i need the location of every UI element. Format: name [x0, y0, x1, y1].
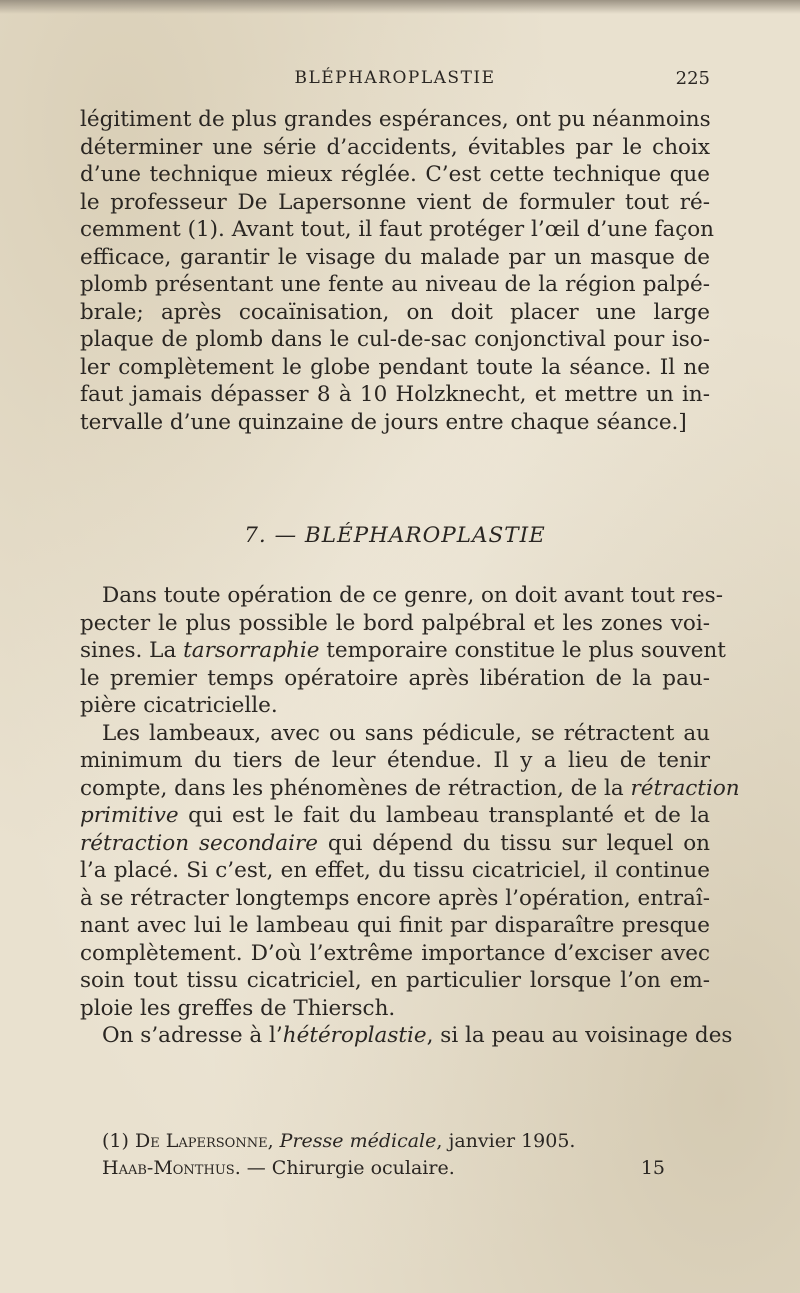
- text-line: minimum du tiers de leur étendue. Il y a lieu de tenir: [80, 748, 710, 773]
- signature-line: [80, 1155, 710, 1182]
- text-line: l’a placé. Si c’est, en effet, du tissu cicatriciel, il continue: [80, 858, 710, 883]
- text-line: Les lambeaux, avec ou sans pédicule, se rétractent au: [102, 720, 710, 746]
- text-line: plomb présentant une fente au niveau de la région palpé-: [80, 272, 710, 297]
- text-line: [80, 637, 726, 665]
- text-line: cemment (1). Avant tout, il faut protéger l’œil d’une façon: [80, 217, 715, 242]
- text-line: plaque de plomb dans le cul-de-sac conjonctival pour iso-: [80, 327, 710, 352]
- text-run: compte, dans les phénomènes de rétraction, de la: [80, 775, 631, 801]
- text-run: sines. La: [80, 638, 184, 663]
- text-line: ploie les greffes de Thiersch.: [80, 995, 396, 1021]
- text-line: Dans toute opération de ce genre, on doit avant tout res-: [102, 583, 723, 608]
- footnote-author: De Lapersonne: [134, 1130, 268, 1152]
- italic-term-retraction: rétraction: [630, 775, 740, 801]
- running-title: BLÉPHAROPLASTIE: [294, 68, 496, 88]
- text-run: temporaire constitue le plus souvent: [319, 638, 726, 663]
- signature-title: . — Chirurgie oculaire.: [234, 1157, 455, 1179]
- text-run: , si la peau au voisinage des: [426, 1023, 733, 1048]
- text-line: tervalle d’une quinzaine de jours entre chaque séance.]: [80, 409, 687, 435]
- body-text: [80, 582, 740, 1050]
- footnote-1: [80, 1128, 710, 1155]
- text-line: d’une technique mieux réglée. C’est cette technique que: [80, 162, 710, 187]
- text-line: faut jamais dépasser 8 à 10 Holzknecht, et mettre un in-: [80, 382, 710, 407]
- text-line: efficace, garantir le visage du malade par un masque de: [80, 244, 710, 270]
- text-line: brale; après cocaïnisation, on doit placer une large: [80, 299, 710, 325]
- italic-term-tarsorraphie: tarsorraphie: [183, 638, 320, 663]
- text-line: pière cicatricielle.: [80, 693, 278, 718]
- text-run: ,: [267, 1130, 280, 1152]
- text-line: [80, 802, 710, 830]
- text-run: qui est le fait du lambeau transplanté et de la: [178, 803, 710, 828]
- signature-author: Haab-Monthus: [102, 1157, 235, 1179]
- text-line: [80, 830, 710, 858]
- section-heading: 7. — BLÉPHAROPLASTIE: [244, 523, 546, 548]
- footnotes: [80, 1128, 710, 1182]
- italic-term-heteroplastie: hétéroplastie: [282, 1023, 427, 1048]
- footnote-marker: (1): [102, 1130, 129, 1152]
- text-line: à se rétracter longtemps encore après l’opération, entraî-: [80, 885, 710, 911]
- text-line: nant avec lui le lambeau qui finit par disparaître presque: [80, 913, 710, 938]
- text-run: qui dépend du tissu sur lequel on: [318, 830, 710, 856]
- paragraph-continued: [80, 106, 715, 436]
- text-line: le premier temps opératoire après libération de la pau-: [80, 665, 710, 691]
- text-line: soin tout tissu cicatriciel, en particulier lorsque l’on em-: [80, 968, 710, 993]
- italic-term-retraction-secondaire: rétraction secondaire: [80, 830, 319, 856]
- page-header: [80, 64, 710, 94]
- text-run: On s’adresse à l’: [102, 1023, 283, 1048]
- page-number: 225: [675, 68, 710, 89]
- text-line: ler complètement le globe pendant toute la séance. Il ne: [80, 354, 710, 380]
- text-line: légitiment de plus grandes espérances, ont pu néanmoins: [80, 107, 711, 132]
- page-top-shadow: [0, 0, 800, 14]
- text-line: [80, 775, 740, 803]
- text-line: [80, 1022, 733, 1050]
- footnote-date: , janvier 1905.: [436, 1130, 576, 1152]
- footnote-journal: Presse médicale: [279, 1130, 437, 1152]
- text-line: pecter le plus possible le bord palpébral et les zones voi-: [80, 610, 710, 636]
- text-line: le professeur De Lapersonne vient de formuler tout ré-: [80, 189, 710, 215]
- text-line: complètement. D’où l’extrême importance d’exciser avec: [80, 940, 710, 966]
- signature-number: 15: [640, 1157, 665, 1179]
- italic-term-primitive: primitive: [80, 803, 179, 828]
- text-line: déterminer une série d’accidents, évitables par le choix: [80, 134, 710, 160]
